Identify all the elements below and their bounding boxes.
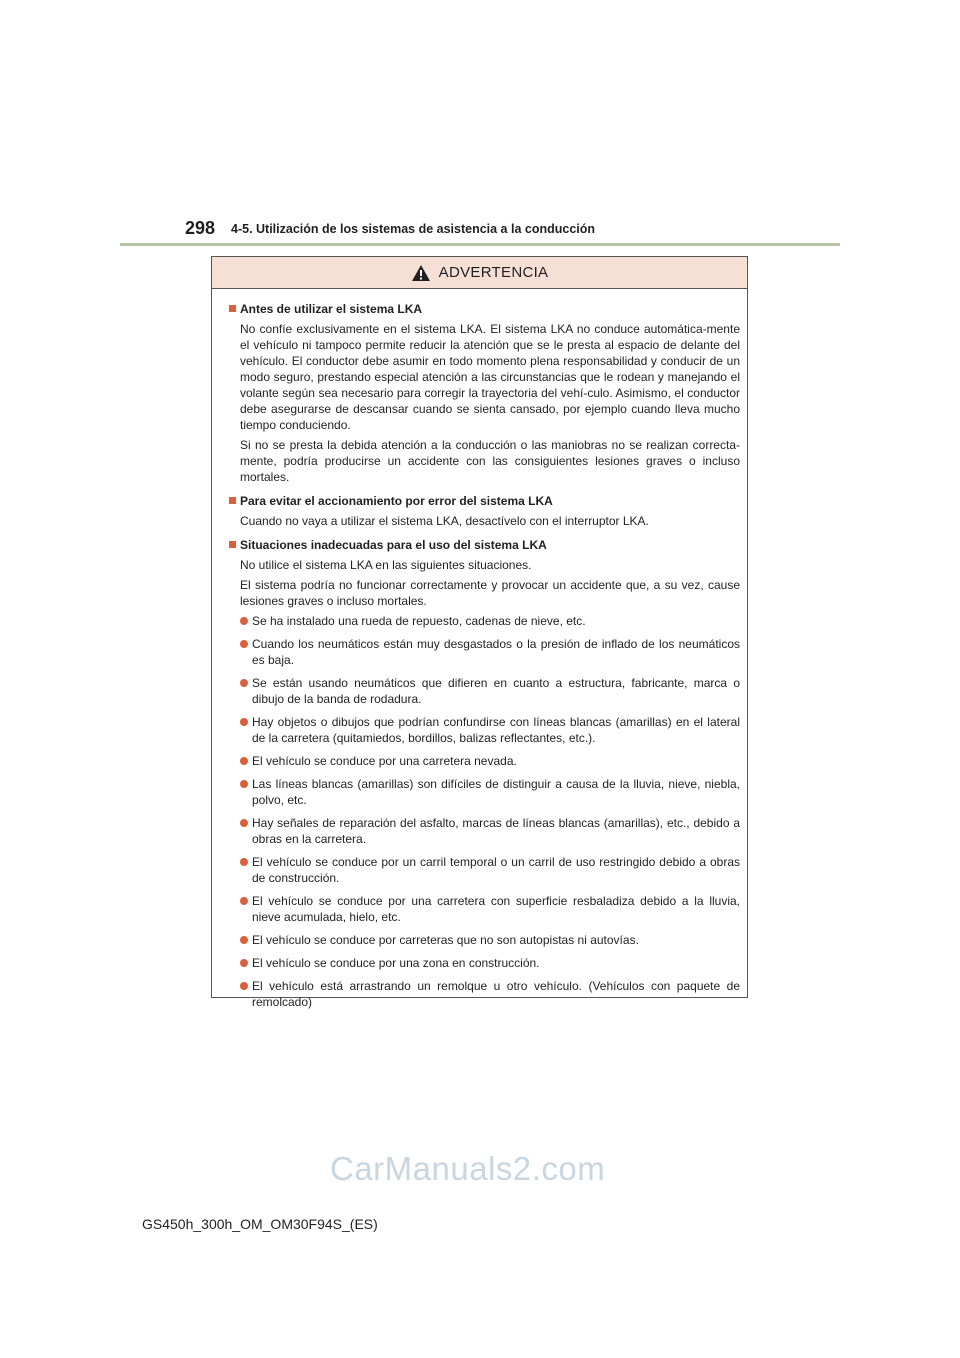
- bullet-text: Las líneas blancas (amarillas) son difíciles de distinguir a causa de la lluvia, nieve, niebla, polvo, etc.: [252, 777, 740, 807]
- list-item: [229, 955, 740, 971]
- bullet-dot-icon: [240, 640, 248, 648]
- square-bullet-icon: [229, 305, 236, 312]
- warning-section: [229, 537, 740, 1010]
- paragraph: No confíe exclusivamente en el sistema LKA. El sistema LKA no conduce automática-mente el vehículo ni tampoco permite reducir la atención que se le presta al espacio de delante del vehículo. El conductor debe asumir en todo momento plena responsabilidad y conducir de un modo seguro, prestando especial atención a las circunstancias que le rodean y manejando el volante según sea necesario para corregir la trayectoria del vehí-culo. Asimismo, el conductor debe asegurarse de descansar cuando se sienta cansado, por ejemplo cuando lleva mucho tiempo conduciendo.: [240, 322, 740, 432]
- warning-section: [229, 493, 740, 529]
- bullet-dot-icon: [240, 858, 248, 866]
- warning-box: [211, 256, 748, 1009]
- list-item: [229, 753, 740, 769]
- bullet-dot-icon: [240, 757, 248, 765]
- list-item: [229, 636, 740, 668]
- warning-header: [212, 257, 747, 289]
- section-title: 4-5. Utilización de los sistemas de asistencia a la conducción: [231, 222, 596, 236]
- section-heading-text: Para evitar el accionamiento por error del sistema LKA: [240, 494, 553, 508]
- header-rule: [120, 243, 840, 246]
- bullet-dot-icon: [240, 936, 248, 944]
- bullet-dot-icon: [240, 780, 248, 788]
- warning-triangle-icon: [411, 264, 431, 282]
- bullet-text: Se ha instalado una rueda de repuesto, cadenas de nieve, etc.: [252, 614, 586, 628]
- paragraph: No utilice el sistema LKA en las siguientes situaciones.: [240, 558, 532, 572]
- list-item: [229, 932, 740, 948]
- bullet-dot-icon: [240, 897, 248, 905]
- bullet-text: El vehículo se conduce por un carril temporal o un carril de uso restringido debido a obras de construcción.: [252, 855, 740, 885]
- list-item: [229, 893, 740, 925]
- bullet-text: El vehículo se conduce por una zona en construcción.: [252, 956, 540, 970]
- bullet-text: Se están usando neumáticos que difieren en cuanto a estructura, fabricante, marca o dibujo de la banda de rodadura.: [252, 676, 740, 706]
- section-heading-text: Antes de utilizar el sistema LKA: [240, 302, 423, 316]
- list-item: [229, 978, 740, 1010]
- paragraph: El sistema podría no funcionar correctamente y provocar un accidente que, a su vez, cause lesiones graves o incluso mortales.: [240, 578, 740, 608]
- page-number: 298: [185, 218, 216, 238]
- list-item: [229, 854, 740, 886]
- paragraph: Si no se presta la debida atención a la conducción o las maniobras no se realizan correcta-mente, podría producirse un accidente con las consiguientes lesiones graves o incluso mortales.: [240, 438, 740, 484]
- list-item: [229, 815, 740, 847]
- bullet-dot-icon: [240, 982, 248, 990]
- section-heading-text: Situaciones inadecuadas para el uso del sistema LKA: [240, 538, 547, 552]
- list-item: [229, 675, 740, 707]
- warning-body: [212, 289, 747, 1010]
- bullet-dot-icon: [240, 617, 248, 625]
- bullet-dot-icon: [240, 718, 248, 726]
- bullet-dot-icon: [240, 679, 248, 687]
- warning-title: ADVERTENCIA: [438, 264, 549, 281]
- square-bullet-icon: [229, 541, 236, 548]
- watermark: CarManuals2.com: [330, 1150, 606, 1187]
- list-item: [229, 776, 740, 808]
- bullet-dot-icon: [240, 819, 248, 827]
- paragraph: Cuando no vaya a utilizar el sistema LKA, desactívelo con el interruptor LKA.: [240, 514, 649, 528]
- section-heading: [229, 493, 740, 509]
- footer-code: GS450h_300h_OM_OM30F94S_(ES): [142, 1216, 378, 1232]
- bullet-text: El vehículo se conduce por una carretera con superficie resbaladiza debido a la lluvia, nieve acumulada, hielo, etc.: [252, 894, 740, 924]
- bullet-text: El vehículo se conduce por carreteras que no son autopistas ni autovías.: [252, 933, 639, 947]
- square-bullet-icon: [229, 497, 236, 504]
- section-heading: [229, 301, 740, 317]
- list-item: [229, 714, 740, 746]
- warning-section: [229, 301, 740, 485]
- bullet-dot-icon: [240, 959, 248, 967]
- bullet-text: El vehículo está arrastrando un remolque u otro vehículo. (Vehículos con paquete de remolcado): [252, 979, 740, 1009]
- bullet-text: Cuando los neumáticos están muy desgastados o la presión de inflado de los neumáticos es baja.: [252, 637, 740, 667]
- bullet-text: Hay objetos o dibujos que podrían confundirse con líneas blancas (amarillas) en el lateral de la carretera (quitamiedos, bordillos, balizas reflectantes, etc.).: [252, 715, 740, 745]
- bullet-text: Hay señales de reparación del asfalto, marcas de líneas blancas (amarillas), etc., debido a obras en la carretera.: [252, 816, 740, 846]
- section-heading: [229, 537, 740, 553]
- bullet-text: El vehículo se conduce por una carretera nevada.: [252, 754, 517, 768]
- list-item: [229, 613, 740, 629]
